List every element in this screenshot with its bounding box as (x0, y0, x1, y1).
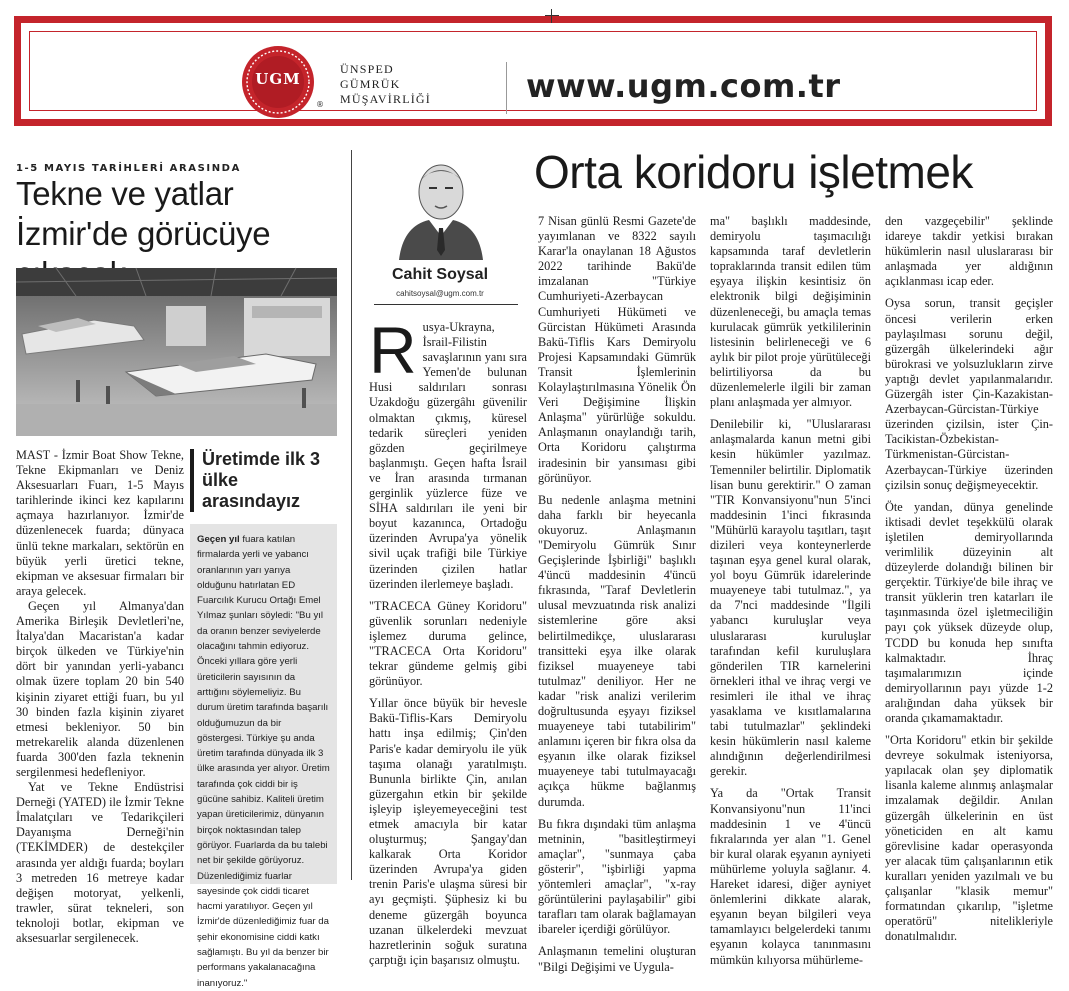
advert-inner-frame (29, 31, 1037, 111)
drop-cap: R (369, 313, 417, 387)
article-paragraph: Anlaşmanın temelini oluşturan "Bilgi Değişimi ve Uygula- (538, 944, 696, 974)
advert-banner[interactable] (14, 16, 1052, 126)
company-line: MÜŞAVİRLİĞİ (340, 92, 431, 106)
article-column-2 (538, 214, 696, 975)
side-story-body (16, 448, 184, 946)
highlight-text: fuara katılan firmalarda yerli ve yabancı oranlarının yarı yarıya olduğunu hatırlatan ED Fuarcılık Kurucu Ortağı Emel Yılmaz şunları söyledi: "Bu yıl da oranın benzer seviyelerde olacağını tahmin ediyoruz. Önceki yıllara göre yerli üreticilerin sayısının da arttığını söylemeliyiz. Bu durum üretim tarafında başarılı olduğumuzun da bir göstergesi. Türkiye şu anda üretim tarafında dünyada ilk 3 ülke arasında yer alıyor. Üretim tarafında çok ciddi bir iş gücüne sahibiz. Kaliteli üretim yapan üreticilerimiz, dünyanın birçok noktasından talep görüyor. Fuarlarda da bu talebi net bir şekilde görüyoruz. Düzenlediğimiz fuarlar sayesinde çok ciddi ticaret hacmi yaratılıyor. Geçen yıl İzmir'de düzenlediğimiz fuar da şehir ekonomisine ciddi katkı sağlamıştı. Bu yıl da benzer bir performans yakalanacağına inanıyoruz." (197, 534, 330, 989)
article-column-3 (710, 214, 871, 968)
article-paragraph: 7 Nisan günlü Resmi Gazete'de yayımlanan ve 8322 sayılı Karar'la onaylanan 18 Ağustos 2022 tarihinde Bakü'de imzalanan "Türkiye Cumhuriyeti-Azerbaycan Cumhuriyeti Hükümeti ve Gürcistan Hükümeti Arasında Bakü-Tiflis Kars Demiryolu Projesi Kapsamındaki Gümrük Transit İşlemlerinin Kolaylaştırılmasına Yönelik Ön Veri Değişimine İlişkin Anlaşma" yürürlüğe sokuldu. Anlaşmanın onaylandığı tarih, Orta Koridoru çalıştırma iradesinin bir yansıması gibi görünüyor. (538, 214, 696, 485)
highlight-title: Üretimde ilk 3 ülke arasındayız (190, 449, 337, 512)
crop-mark (545, 9, 559, 23)
highlight-box (190, 449, 337, 989)
seal-text: UGM (255, 70, 301, 88)
registered-mark: ® (316, 100, 324, 109)
article-paragraph: ma" başlıklı maddesinde, demiryolu taşımacılığı kapsamında taraf devletlerin topraklarında transit edilen tüm eşyaya ilişkin kesintisiz ön elektronik bilgi değişiminin düzenleneceği, bu amaçla temas kurulacak gümrük yetkililerinin listesinin belirleneceği ve 6 aylık bir pilot proje yürütüleceği belirtiliyorsa da bu düzenlemelerle ilgili bir zaman planı anlaşmada yer almıyor. (710, 214, 871, 410)
side-story-headline: Tekne ve yatlar İzmir'de görücüye (16, 175, 271, 252)
column-divider (351, 150, 352, 880)
article-paragraph: Denilebilir ki, "Uluslararası anlaşmalarda kanun metni gibi kesin hükümler yazılmaz. Temenniler belirtilir. Diplomatik lisan bunu gerektirir." O zaman "TIR Konvansiyonu"nun 5'inci maddesinin 1'inci fıkrasında "Mühürlü karayolu taşıtları, taşıt dizileri veya konteynerlerde taşınan eşya genel kural olarak, yol boyu Gümrük idarelerinde muayeneye tabi tutulmaz.", ya da 7'nci maddesinde "İlgili yabancı kuruluşlar veya uluslararası kuruluşlar tarafından kefil kuruluşlara gönderilen TIR karnelerini örnekleri ithal ve ihraç vergi ve resimleri ile ithal ve ihraç yasaklama ve kısıtlamalarına tabi tutulmazlar" şeklindeki kesin hükümlerin nasıl kaleme alındığının değerlendirilmesi gerekir. (710, 417, 871, 779)
advert-divider (506, 62, 507, 114)
article-paragraph: Yıllar önce büyük bir hevesle Bakü-Tiflis-Kars Demiryolu hattı inşa edilmiş; Çin'den Paris'e kadar demiryolu ile yük taşıma olanağı yaratılmıştı. Bununla birlikte Çin, anılan güzergahın etkin bir şekilde işleyip işleyemeyeceğini test etmek amacıyla bir katar oluşturmuş; Şangay'dan kalkarak Orta Koridor üzerinden Avrupa'ya giden trenin Paris'e ulaşma süresi bir ayı geçmişti. Şüphesiz ki bu deneme güzergâh boyunca uzanan ülkelerdeki mevzuat hazretlerinin soğuk suratına çarptığı için başarısız olmuştu. (369, 696, 527, 967)
columnist-portrait (395, 146, 487, 260)
company-name (340, 62, 431, 107)
side-story-paragraph: Yat ve Tekne Endüstrisi Derneği (YATED) ile İzmir Tekne İmalatçıları ve Tedarikçileri Dayanışma Derneği'nin (TEKİMDER) de destekçiler arasında yer aldığı fuarda; boyları 3 metreden 16 metreye kadar değişen motoryat, yelkenli, trawler, sürat tekneleri, son teknoloji botlar, ekipman ve aksesuarlar sergilenecek. (16, 780, 184, 945)
article-paragraph: den vazgeçebilir" şeklinde idareye takdir yetkisi bırakan hükümlerin nasıl uluslararası bir anlaşmada yer aldığının açıklanması icap eder. (885, 214, 1053, 289)
side-story-paragraph: MAST - İzmir Boat Show Tekne, Tekne Ekipmanları ve Deniz Aksesuarları Fuarı, 1-5 Mayıs tarihlerinde ikinci kez kapılarını açmaya hazırlanıyor. İzmir'de düzenlenecek fuarda; dünyaca ünlü tekne markaları, sektörün en büyük yerli üretici tekne, ekipman ve aksesuar firmaları bir araya gelecek. (16, 448, 184, 598)
boat-show-photo (16, 268, 337, 436)
article-paragraph: Oysa sorun, transit geçişler öncesi verilerin erken paylaşılması sorunu değil, güzergâh ülkelerindeki ağır bürokrasi ve yolsuzlukların zirve yaptığı devlet yapılanmalarıdır. Güzergâh ister Çin-Kazakistan-Azerbaycan-Gürcistan-Türkiye üzerinden çizilsin, ister Çin-Tacikistan-Özbekistan-Türkmenistan-Gürcistan-Azerbaycan-Türkiye üzerinden çizilsin sonuç değişmeyecektir. (885, 296, 1053, 492)
advert-url[interactable]: www.ugm.com.tr (526, 67, 841, 105)
article-paragraph: Bu nedenle anlaşma metnini daha farklı bir heyecanla okuyoruz. Anlaşmanın "Demiryolu Gümrük Sınır Geçişlerinde İşbirliği" başlıklı 4'üncü maddesinin 4'üncü fıkrasında, "Taraf Devletlerin ulusal mevzuatında risk analizi sistemlerine göre aksi belirtilmedikçe, uluslararası transitteki eşya ilke olarak fiziksel muayeneye tabi tutulmaz" deniliyor. Her ne kadar "risk analizi verilerim doğrultusunda eşyayı fiziksel muayeneye tabi tutabilirim" anlamını içeren bir fıkra olsa da eşyanın ilke olarak fiziksel muayeneye tabi tutulmayacağı açıkça hükme bağlanmış durumda. (538, 492, 696, 809)
article-column-1 (369, 313, 527, 968)
byline-rule (374, 304, 518, 305)
columnist-name: Cahit Soysal (391, 266, 489, 283)
article-paragraph: "TRACECA Güney Koridoru" güvenlik sorunları nedeniyle işlemez duruma gelince, "TRACECA Orta Koridoru" tekrar gündeme gelmiş gibi görünüyor. (369, 598, 527, 689)
highlight-quote (190, 524, 337, 989)
article-paragraph: Bu fıkra dışındaki tüm anlaşma metninin, "basitleştirmeyi amaçlar", "sunmaya çaba gösterir", "işbirliği yapma yöntemleri amaçlar", "x-ray görüntülerini paylaşabilir" gibi tarafları tam olarak bağlamayan ibareler içerdiği görülüyor. (538, 816, 696, 937)
highlight-lead: Geçen yıl (197, 534, 240, 545)
side-story-kicker: 1-5 MAYIS TARİHLERİ ARASINDA (16, 163, 241, 174)
article-paragraph: Ya da "Ortak Transit Konvansiyonu"nun 11'inci maddesinin 1 ve 4'üncü fıkralarında yer alan "1. Genel bir kural olarak eşyanın ayniyeti mühürleme yoluyla sağlanır. 4. Hareket idaresi, diğer ayniyet önlemlerini dikkate alarak, eşyanın beyan bilgileri veya tamamlayıcı belgelerdeki tanımı eşyanın kolayca tanınmasını mümkün kılıyorsa mühürleme- (710, 786, 871, 967)
columnist-email[interactable]: cahitsoysal@ugm.com.tr (396, 289, 484, 298)
company-line: ÜNSPED (340, 62, 394, 76)
article-column-4 (885, 214, 1053, 944)
company-line: GÜMRÜK (340, 77, 401, 91)
article-paragraph: Rusya-Ukrayna, İsrail-Filistin savaşlarının yanı sıra Yemen'de bulunan Husi saldırıları sonrası Uzakdoğu güzergâhı güvenilir olmaktan çıkmış, küresel tedarik süreçleri yeniden gözden geçirilmeye başlanmıştı. Geçen hafta İsrail ve İran arasında tırmanan gerginlik yüzlerce füze ve SİHA saldırıları ile yeni bir boyut kazanınca, Ortadoğu üzerinden Avrupa'ya yönelik sivil uçak trafiği bile Türkiye üzerinden çizilen hatlar üzerinden ilerlemeye başladı. (369, 313, 527, 591)
article-paragraph: Öte yandan, dünya genelinde iktisadi devlet teşekkülü olarak işletilen demiryollarında verimlilik düzeyinin alt düzeylerde dolandığı bilinen bir gerçektir. Türkiye'de bile ihraç ve transit yüklerin tren katarları ile taşınmasında özel işletmeciliğin payı çok yüksek düzeyde olup, TCDD bu konuda hep sınıfta kalmaktadır. İhraç taşımalarımızın içinde demiryollarının payı yüzde 1-2 aralığından daha yüksek bir oranda çıkamamaktadır. (885, 499, 1053, 725)
article-paragraph: "Orta Koridoru" etkin bir şekilde devreye sokulmak isteniyorsa, yapılacak olan şey diplomatik lisanla kaleme alınmış anlaşmalar imzalamak değildir. Anılan güzergâh ülkelerinin en üst yöneticiden en alt kamu görevlisine kadar operasyonda yer alacak tüm çalışanlarının etik kuralları yeniden yazılmalı ve bu çalışanlar "klasik memur" formatından çıkarılıp, "işletme operatörü" nitelikleriyle donatılmalıdır. (885, 733, 1053, 944)
side-story-paragraph: Geçen yıl Almanya'dan Amerika Birleşik Devletleri'ne, İtalya'dan Macaristan'a kadar birçok ülkeden ve Türkiye'nin dört bir yanından yerli-yabancı olmak üzere toplam 20 bin 540 kişinin ziyaret ettiği fuarı, bu yıl 30 binden fazla kişinin ziyaret etmesi bekleniyor. 50 bin metrekarelik alanda düzenlenen fuarda 300'den fazla teknenin sergilenmesi hedefleniyor. (16, 598, 184, 779)
article-headline: Orta koridoru işletmek (534, 146, 973, 198)
